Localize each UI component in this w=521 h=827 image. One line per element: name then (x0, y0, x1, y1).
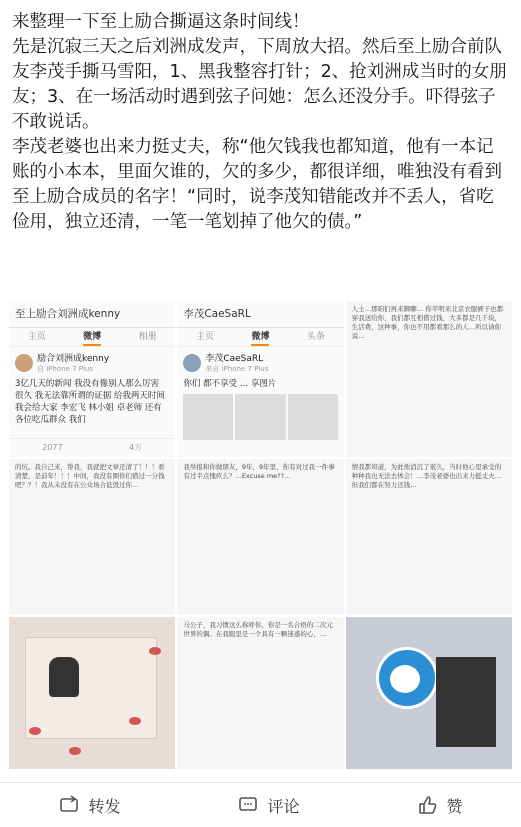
doraemon-face (390, 665, 420, 693)
post-thumbnails (177, 390, 343, 444)
comment-icon (237, 794, 259, 816)
post-stats (9, 438, 175, 457)
post-author (9, 347, 175, 378)
lip-mark (129, 717, 141, 725)
grid-image-7[interactable] (8, 616, 176, 770)
grid-image-6[interactable]: 情我都知道，为此他消沉了很久，当时他心里承受的种种我也无法去体会！…李茂老婆也出来力挺丈夫…但我们都在努力还钱… (345, 458, 513, 616)
tab-home: 主页 (27, 332, 46, 342)
grid-image-4[interactable]: 的坑。我自己来，帮我，我就把文章还清了！！！看清楚，是前年！！！中间，我没有圈你们借过一分钱吧？？！我从未没有在公众场合诋毁过你… (8, 458, 176, 616)
post-text: 你们 都不享受 … 享图片 (183, 379, 277, 389)
post-author (177, 347, 343, 378)
tab-weibo: 微博 (83, 328, 101, 346)
like-button[interactable] (416, 794, 462, 817)
repost-label: 转发 (88, 796, 121, 816)
grid-image-8[interactable]: 马公子，我习惯这么称呼你，你是一名合格的二次元世界的偶。在我眼里是一个具有一颗迷惑的心，… (176, 616, 344, 770)
article-body (0, 0, 521, 235)
lip-mark (29, 727, 41, 735)
like-label: 赞 (446, 796, 463, 816)
repost-button[interactable] (58, 794, 120, 817)
author-name: 励合刘洲成kenny (37, 354, 110, 364)
article-paragraph: 先是沉寂三天之后刘洲成发声，下周放大招。然后至上励合前队友李茂手撕马雪阳，1、黑我整容打针；2、抢刘洲成当时的女朋友；3、在一场活动时遇到弦子问她：怎么还没分手。吓得弦子不敢说话。 (12, 37, 507, 132)
post-meta: 来自 iPhone 7 Plus (205, 365, 269, 373)
grid-image-2[interactable] (176, 300, 344, 458)
grid-image-1[interactable] (8, 300, 176, 458)
image-grid (8, 300, 513, 770)
avatar (15, 354, 33, 372)
thumbnail (235, 394, 285, 440)
post-text: 3亿几天的新闻 我没有像别人那么厉害 很久 我无法靠所谓的证据 给我两天时间 我会给大家 李宏飞 林小姐 卓老师 还有各位吃瓜群众 我们 (15, 379, 165, 425)
comment-button[interactable] (237, 794, 299, 817)
tab-album: 相册 (138, 332, 157, 342)
article-paragraph: 来整理一下至上励合撕逼这条时间线！ (12, 12, 310, 32)
profile-title: 至上励合刘洲成kenny (9, 301, 175, 328)
lip-mark (69, 747, 81, 755)
thumbnail (183, 394, 233, 440)
lip-mark (149, 647, 161, 655)
profile-tabs (9, 328, 175, 347)
grid-image-5[interactable]: 我举报和你做朋友，9年，9年里，你有对过我一件事有过半点愧疚么？…Excuse me??… (176, 458, 344, 616)
tab-home: 主页 (196, 332, 215, 342)
article-paragraph: 李茂老婆也出来力挺丈夫，称“他欠钱我也都知道，他有一本记账的小本本，里面欠谁的，欠的多少，都很详细，唯独没有看到至上励合成员的名字！“同时，说李茂知错能改并不丢人，省吃俭用，独立还清，一笔一笔划掉了他欠的债。” (12, 137, 502, 232)
tab-weibo: 微博 (251, 328, 269, 346)
portrait (49, 657, 79, 697)
comment-label: 评论 (267, 796, 300, 816)
thumbnail (288, 394, 338, 440)
grid-image-9[interactable] (345, 616, 513, 770)
like-count: 4万 (129, 443, 143, 452)
action-bar (0, 782, 521, 827)
post-meta: 自 iPhone 7 Plus (37, 365, 94, 373)
repost-count: 2077 (42, 443, 63, 452)
album-box (436, 657, 496, 747)
author-name: 李茂CaeSaRL (205, 354, 264, 364)
grid-image-3[interactable]: 人士…那咱们再来聊聊… 你平明来北京衣服裤子也都穿我送给你，我们都互相借过钱，大多都是几千块，生活费，这种事，你也不用都看那么的人…所以请你说… (345, 300, 513, 458)
thumbs-up-icon (416, 794, 438, 816)
avatar (183, 354, 201, 372)
tab-headline: 头条 (306, 332, 325, 342)
profile-tabs (177, 328, 343, 347)
profile-title: 李茂CaeSaRL (177, 301, 343, 328)
repost-icon (58, 794, 80, 816)
